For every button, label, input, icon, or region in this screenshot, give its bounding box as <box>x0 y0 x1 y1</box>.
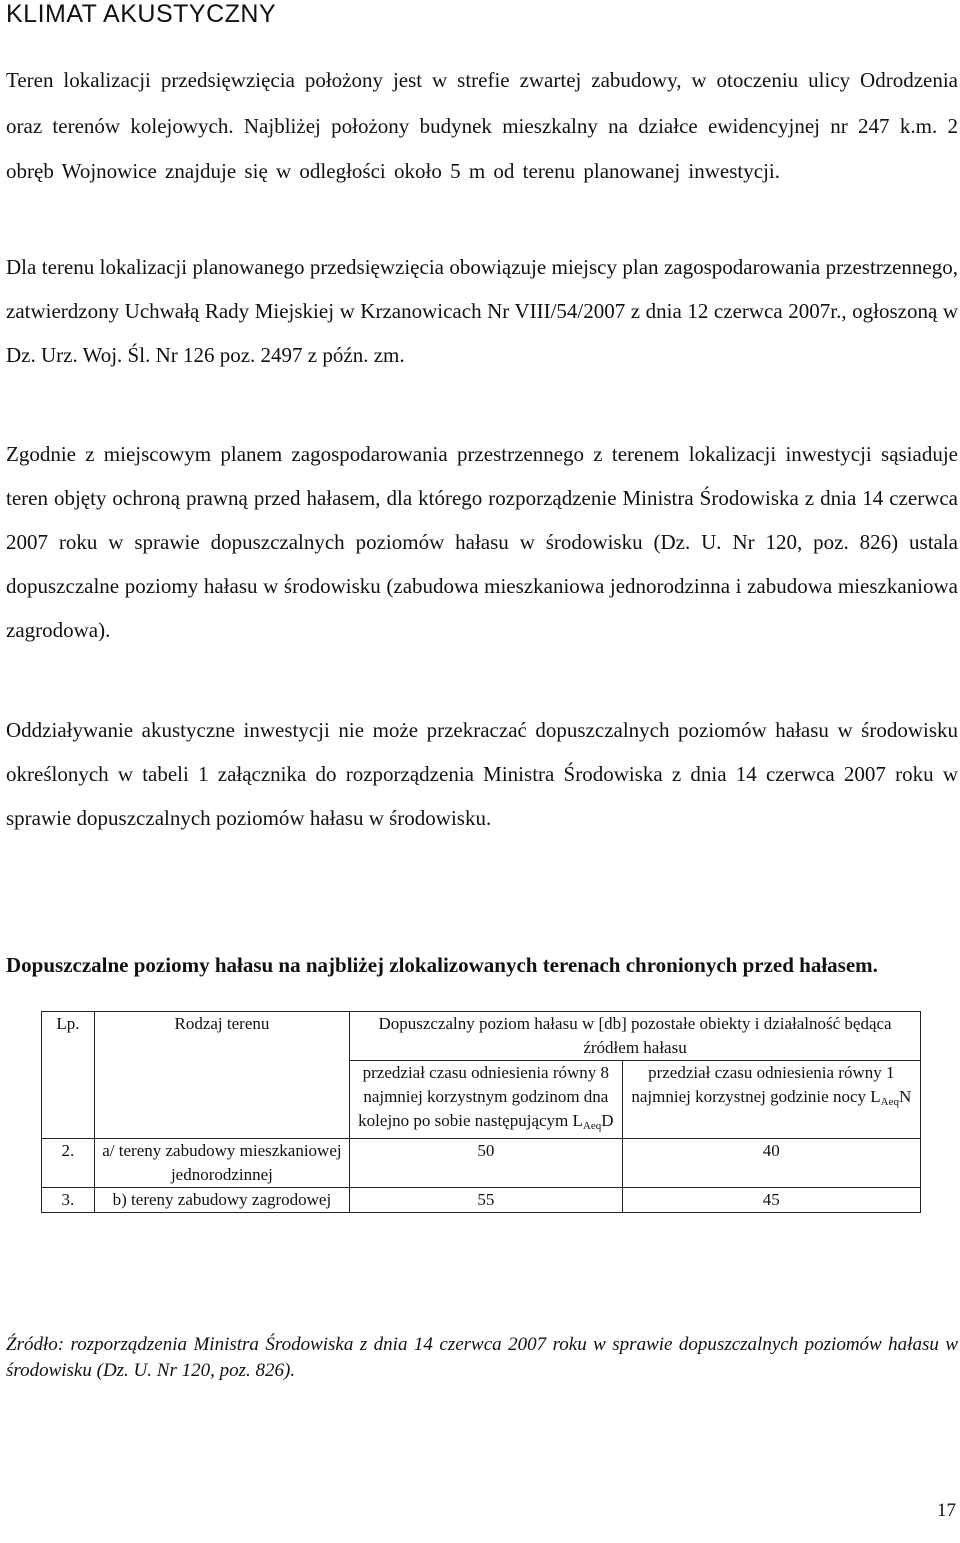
row-area-type: a/ tereny zabudowy mieszkaniowej jednorodzinnej <box>94 1139 349 1188</box>
night-period-text: przedział czasu odniesienia równy 1 najmniej korzystnej godzinie nocy L <box>631 1063 895 1106</box>
row-area-type: b) tereny zabudowy zagrodowej <box>94 1188 349 1213</box>
day-period-subscript: Aeq <box>582 1120 602 1132</box>
paragraph-protected-area: Zgodnie z miejscowym planem zagospodarowania przestrzennego z terenem lokalizacji inwestycji sąsiaduje teren objęty ochroną prawną przed hałasem, dla którego rozporządzenie Ministra Środowiska z dnia 14 czerwca 2007 roku w sprawie dopuszczalnych poziomów hałasu w środowisku (Dz. U. Nr 120, poz. 826) ustala dopuszczalne poziomy hałasu w środowisku (zabudowa mieszkaniowa jednorodzinna i zabudowa mieszkaniowa zagrodowa). <box>6 442 958 642</box>
table-header-row <box>42 1012 921 1061</box>
night-period-subscript: Aeq <box>880 1096 899 1108</box>
row-lp: 2. <box>42 1139 95 1188</box>
header-lp: Lp. <box>42 1012 95 1139</box>
day-period-text: przedział czasu odniesienia równy 8 najmniej korzystnym godzinom dna kolejno po sobie następującym L <box>358 1063 610 1130</box>
row-day-value: 50 <box>350 1139 623 1188</box>
header-noise-limit: Dopuszczalny poziom hałasu w [db] pozostałe obiekty i działalność będąca źródłem hałasu <box>350 1012 921 1061</box>
table-row <box>42 1139 921 1188</box>
source-note: Źródło: rozporządzenia Ministra Środowiska z dnia 14 czerwca 2007 roku w sprawie dopuszczalnych poziomów hałasu w środowisku (Dz. U. Nr 120, poz. 826). <box>6 1334 958 1381</box>
table-heading: Dopuszczalne poziomy hałasu na najbliżej zlokalizowanych terenach chronionych przed hałasem. <box>6 953 878 977</box>
header-area-type: Rodzaj terenu <box>94 1012 349 1139</box>
paragraph-location: Teren lokalizacji przedsięwzięcia położony jest w strefie zwartej zabudowy, w otoczeniu ulicy Odrodzenia oraz terenów kolejowych. Najbliżej położony budynek mieszkalny na działce ewidencyjnej nr 247 k.m. 2 obręb Wojnowice znajduje się w odległości około 5 m od terenu planowanej inwestycji. <box>6 68 958 183</box>
paragraph-zoning-plan: Dla terenu lokalizacji planowanego przedsięwzięcia obowiązuje miejscy plan zagospodarowania przestrzennego, zatwierdzony Uchwałą Rady Miejskiej w Krzanowicach Nr VIII/54/2007 z dnia 12 czerwca 2007r., ogłoszoną w Dz. Urz. Woj. Śl. Nr 126 poz. 2497 z późn. zm. <box>6 255 958 367</box>
row-night-value: 40 <box>622 1139 920 1188</box>
row-night-value: 45 <box>622 1188 920 1213</box>
row-day-value: 55 <box>350 1188 623 1213</box>
noise-levels-table <box>41 1011 921 1213</box>
table-row <box>42 1188 921 1213</box>
row-lp: 3. <box>42 1188 95 1213</box>
header-day-period <box>350 1061 623 1139</box>
page-number: 17 <box>937 1500 956 1521</box>
paragraph-acoustic-impact: Oddziaływanie akustyczne inwestycji nie może przekraczać dopuszczalnych poziomów hałasu w środowisku określonych w tabeli 1 załącznika do rozporządzenia Ministra Środowiska z dnia 14 czerwca 2007 roku w sprawie dopuszczalnych poziomów hałasu w środowisku. <box>6 718 958 830</box>
header-night-period <box>622 1061 920 1139</box>
night-period-suffix: N <box>898 1087 912 1106</box>
day-period-suffix: D <box>601 1111 614 1130</box>
section-title: KLIMAT AKUSTYCZNY <box>6 0 277 28</box>
